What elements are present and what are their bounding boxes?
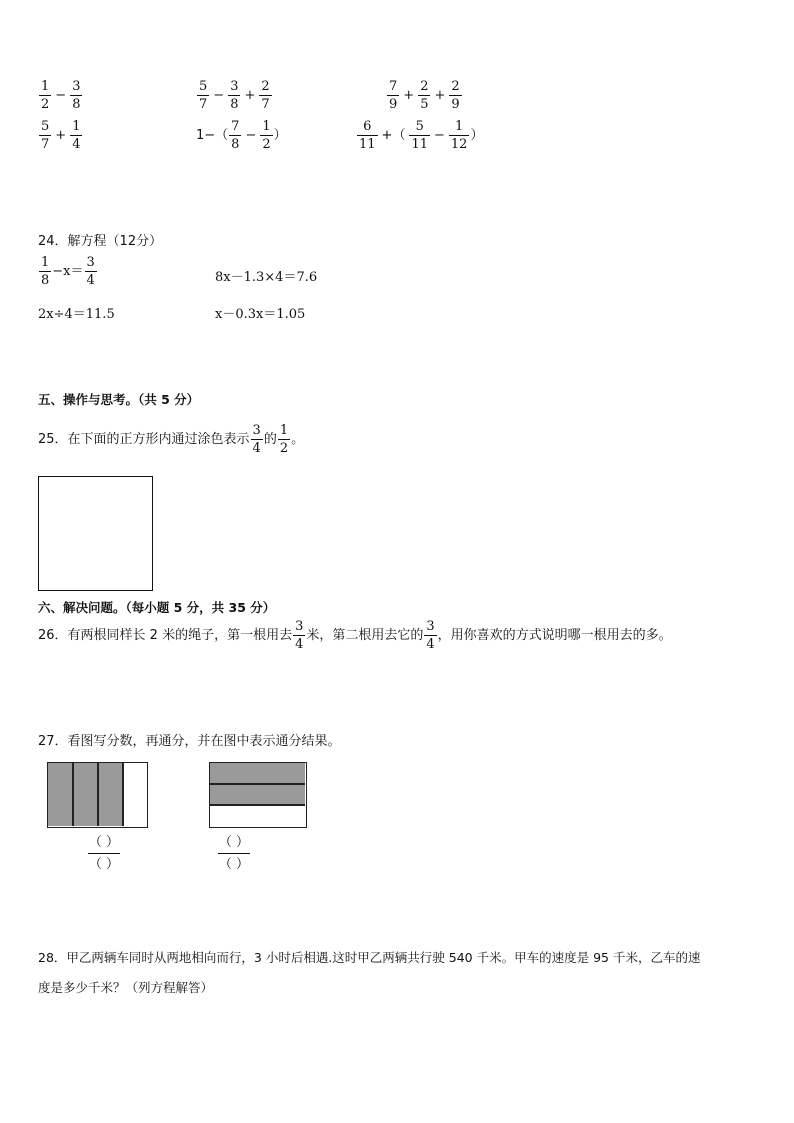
numerator: 5 (199, 79, 208, 94)
fraction-figure-horizontal (209, 762, 307, 828)
numerator: 2 (261, 79, 270, 94)
operator: − (55, 88, 67, 103)
denominator: 7 (41, 137, 50, 152)
divider-line (210, 783, 305, 785)
denominator: 4 (426, 637, 435, 652)
numerator-blank[interactable]: （ ） (218, 835, 250, 850)
numerator: 1 (41, 255, 50, 270)
fraction (197, 80, 209, 111)
numerator: 3 (252, 423, 261, 438)
answer-fraction-blank-1[interactable] (88, 836, 120, 871)
fraction-bar (88, 853, 120, 854)
denominator: 4 (252, 441, 261, 456)
operator: + (434, 88, 446, 103)
numerator: 1 (455, 119, 464, 134)
q24-eq4: x－0.3x＝1.05 (215, 307, 306, 322)
q24-title: 24．解方程（12分） (38, 234, 163, 249)
operator: − (213, 88, 225, 103)
fraction-figure-vertical (47, 762, 148, 828)
operator: + (244, 88, 256, 103)
fraction (39, 80, 51, 111)
drawing-square[interactable] (38, 476, 153, 591)
q24-eq1 (38, 256, 98, 287)
fraction (449, 80, 461, 111)
section-5-title: 五、操作与思考。（共 5 分） (38, 392, 200, 407)
section-6-title: 六、解决问题。（每小题 5 分，共 35 分） (38, 600, 276, 615)
numerator: 1 (41, 79, 50, 94)
calc-r1c2 (196, 80, 273, 111)
answer-fraction-blank-2[interactable] (218, 836, 250, 871)
divider-line (72, 763, 74, 826)
shaded-region (48, 763, 123, 826)
numerator: 7 (231, 119, 240, 134)
q26-text (38, 620, 672, 651)
denominator-blank[interactable]: （ ） (218, 857, 250, 872)
calc-r2c1 (38, 120, 83, 151)
equation-middle: −x＝ (52, 264, 84, 279)
denominator: 2 (262, 137, 271, 152)
numerator: 7 (389, 79, 398, 94)
q28-line2: 度是多少千米？（列方程解答） (38, 980, 214, 995)
denominator: 9 (451, 97, 460, 112)
fraction (259, 80, 271, 111)
operator: +（ (381, 128, 406, 143)
denominator: 8 (72, 97, 81, 112)
fraction (387, 80, 399, 111)
operator: − (434, 128, 445, 143)
q25-prefix: 25．在下面的正方形内通过涂色表示 (38, 432, 250, 447)
fraction (418, 80, 430, 111)
divider-line (210, 804, 305, 806)
fraction (70, 120, 82, 151)
expression-suffix: ） (470, 128, 484, 143)
denominator: 2 (279, 441, 289, 456)
fraction (278, 424, 290, 455)
denominator: 5 (420, 97, 429, 112)
denominator-blank[interactable]: （ ） (88, 857, 120, 872)
expression-suffix: ） (273, 128, 287, 143)
q25-middle: 的 (263, 432, 277, 447)
numerator: 3 (426, 619, 435, 634)
fraction (409, 120, 430, 151)
numerator: 3 (86, 255, 95, 270)
fraction (260, 120, 272, 151)
q24-eq2: 8x－1.3×4＝7.6 (215, 270, 318, 285)
q26-suffix: ，用你喜欢的方式说明哪一根用去的多。 (437, 628, 672, 643)
denominator: 8 (41, 273, 50, 288)
numerator: 3 (230, 79, 239, 94)
denominator: 7 (261, 97, 270, 112)
q25-text (38, 424, 304, 455)
fraction (85, 256, 97, 287)
divider-line (122, 763, 124, 826)
numerator-blank[interactable]: （ ） (88, 835, 120, 850)
divider-line (97, 763, 99, 826)
denominator: 4 (72, 137, 81, 152)
denominator: 11 (411, 137, 428, 152)
numerator: 6 (363, 119, 372, 134)
fraction-bar (218, 853, 250, 854)
numerator: 5 (41, 119, 50, 134)
numerator: 2 (451, 79, 460, 94)
q24-eq3: 2x÷4＝11.5 (38, 307, 115, 322)
operator: + (403, 88, 415, 103)
denominator: 9 (389, 97, 398, 112)
numerator: 1 (279, 423, 289, 438)
denominator: 4 (295, 637, 304, 652)
calc-r2c2 (196, 120, 287, 151)
denominator: 2 (41, 97, 50, 112)
q25-suffix: 。 (291, 432, 305, 447)
q28-line1: 28．甲乙两辆车同时从两地相向而行，3 小时后相遇.这时甲乙两辆共行驶 540 千米。甲车的速度是 95 千米，乙车的速 (38, 950, 701, 965)
denominator: 8 (231, 137, 240, 152)
operator: + (55, 128, 67, 143)
denominator: 12 (450, 137, 468, 152)
q27-text: 27．看图写分数，再通分，并在图中表示通分结果。 (38, 734, 341, 749)
fraction (424, 620, 436, 651)
fraction (293, 620, 305, 651)
fraction (228, 80, 240, 111)
numerator: 3 (295, 619, 304, 634)
denominator: 7 (199, 97, 208, 112)
calc-r1c1 (38, 80, 83, 111)
denominator: 4 (86, 273, 95, 288)
numerator: 1 (262, 119, 271, 134)
fraction (251, 424, 263, 455)
fraction (70, 80, 82, 111)
operator: − (245, 128, 257, 143)
fraction (229, 120, 241, 151)
numerator: 5 (415, 119, 424, 134)
calc-r2c3 (356, 120, 483, 151)
fraction (449, 120, 470, 151)
q26-middle: 米，第二根用去它的 (306, 628, 424, 643)
denominator: 11 (359, 137, 376, 152)
denominator: 8 (230, 97, 239, 112)
fraction (39, 256, 51, 287)
numerator: 3 (72, 79, 81, 94)
expression-prefix: 1−（ (196, 128, 229, 143)
numerator: 1 (72, 119, 81, 134)
numerator: 2 (420, 79, 429, 94)
q26-prefix: 26．有两根同样长 2 米的绳子，第一根用去 (38, 628, 293, 643)
fraction (357, 120, 378, 151)
fraction (39, 120, 51, 151)
calc-r1c3 (386, 80, 463, 111)
